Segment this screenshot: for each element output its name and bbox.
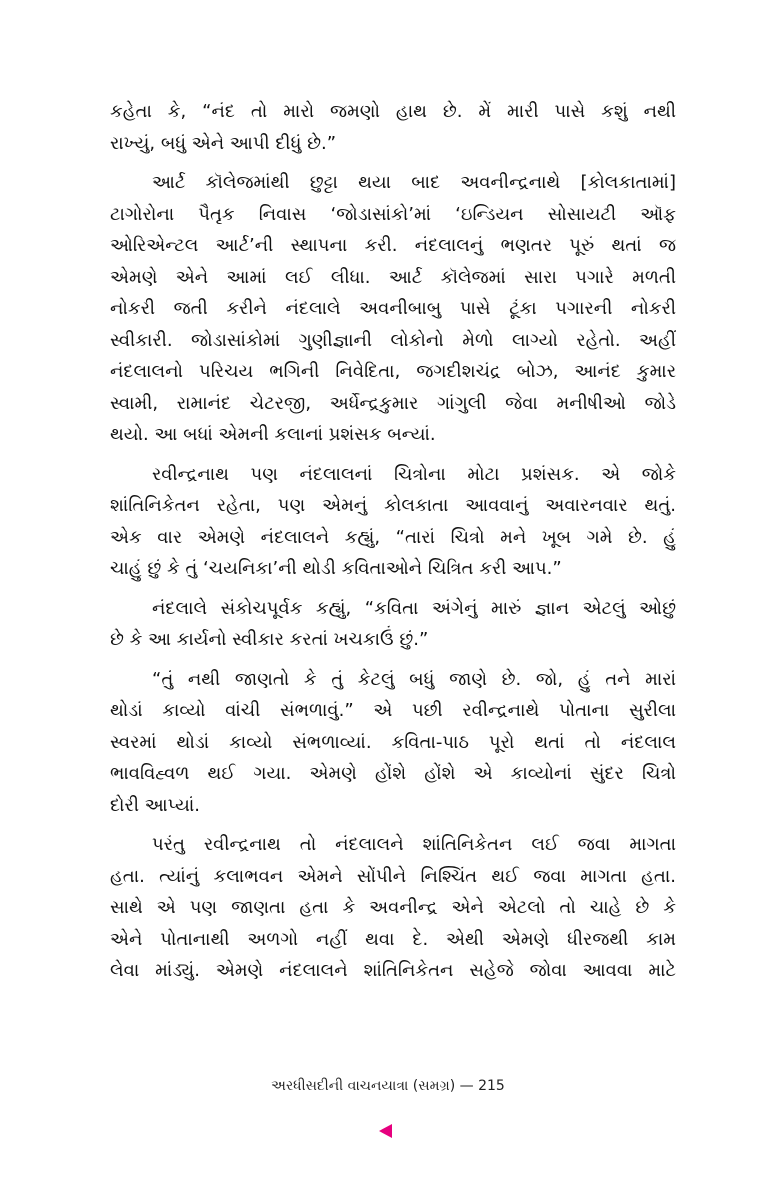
text-line: સ્વીકારી. જોડાસાંકોમાં ગુણીજ્ઞાની લોકોનો મેળો લાગ્યો રહેતો. અહીં (110, 329, 676, 351)
triangle-left-icon[interactable] (379, 1124, 392, 1138)
text-line: દોરી આપ્યાં. (110, 794, 201, 816)
text-line: ઓરિએન્ટલ આર્ટ’ની સ્થાપના કરી. નંદલાલનું ભણતર પૂરું થતાં જ (110, 235, 676, 256)
text-line: છે કે આ કાર્યનો સ્વીકાર કરતાં ખચકાઉં છું.” (110, 629, 429, 650)
text-line: ટાગોરોના પૈતૃક નિવાસ ‘જોડાસાંકો’માં ‘ઇન્ડિયન સોસાયટી ઑફ (110, 203, 676, 225)
page-footer (0, 1078, 776, 1094)
footer-separator: — (459, 1078, 474, 1094)
text-line: સ્વરમાં થોડાં કાવ્યો સંભળાવ્યાં. કવિતા-પાઠ પૂરો થતાં તો નંદલાલ (110, 731, 676, 753)
text-line: નોકરી જતી કરીને નંદલાલે અવનીબાબુ પાસે ટૂંકા પગારની નોકરી (110, 298, 676, 319)
text-line: નંદલાલે સંકોચપૂર્વક કહ્યું, “કવિતા અંગેનું મારું જ્ઞાન એટલું ઓછું (152, 597, 676, 619)
page-body (110, 96, 676, 995)
text-line: શાંતિનિકેતન રહેતા, પણ એમનું કોલકાતા આવવાનું અવારનવાર થતું. (110, 495, 676, 516)
page-number: 215 (478, 1078, 505, 1094)
text-line: એક વાર એમણે નંદલાલને કહ્યું, “તારાં ચિત્રો મને ખૂબ ગમે છે. હું (110, 526, 676, 548)
text-line: એમણે એને આમાં લઈ લીધા. આર્ટ કૉલેજમાં સારા પગારે મળતી (110, 266, 676, 288)
paragraph-1 (110, 96, 676, 159)
text-line: નંદલાલનો પરિચય ભગિની નિવેદિતા, જગદીશચંદ્ર બોઝ, આનંદ કુમાર (110, 361, 676, 382)
text-line: થયો. આ બધાં એમની કલાનાં પ્રશંસક બન્યાં. (110, 424, 436, 445)
text-line: લેવા માંડ્યું. એમણે નંદલાલને શાંતિનિકેતન સહેજે જોવા આવવા માટે (110, 960, 676, 981)
book-title: અરધીસદીની વાચનયાત્રા (સમગ્ર) (271, 1078, 456, 1094)
text-line: રાખ્યું, બધું એને આપી દીધું છે.” (110, 132, 337, 154)
paragraph-3 (110, 459, 676, 585)
text-line: ચાહું છું કે તું ‘ચયનિકા’ની થોડી કવિતાઓને ચિત્રિત કરી આપ.” (110, 558, 562, 579)
text-line: આર્ટ કૉલેજમાંથી છુટ્ટા થયા બાદ અવનીન્દ્રનાથે [કોલકાતામાં] (152, 172, 676, 193)
text-line: એને પોતાનાથી અળગો નહીં થવા દે. એથી એમણે ધીરજથી કામ (110, 928, 676, 950)
text-line: “તું નથી જાણતો કે તું કેટલું બધું જાણે છે. જો, હું તને મારાં (152, 668, 676, 690)
text-line: થોડાં કાવ્યો વાંચી સંભળાવું.” એ પછી રવીન્દ્રનાથે પોતાના સુરીલા (110, 700, 676, 721)
paragraph-4 (110, 593, 676, 656)
paragraph-2 (110, 167, 676, 451)
text-line: કહેતા કે, “નંદ તો મારો જમણો હાથ છે. મેં મારી પાસે કશું નથી (110, 101, 676, 122)
paragraph-5 (110, 664, 676, 822)
text-line: હતા. ત્યાંનું કલાભવન એમને સોંપીને નિશ્ચિંત થઈ જવા માગતા હતા. (110, 865, 676, 887)
text-line: સ્વામી, રામાનંદ ચેટરજી, અર્ધેન્દ્રકુમાર ગાંગુલી જેવા મનીષીઓ જોડે (110, 392, 676, 414)
text-line: રવીન્દ્રનાથ પણ નંદલાલનાં ચિત્રોના મોટા પ્રશંસક. એ જોકે (152, 463, 676, 485)
paragraph-6 (110, 829, 676, 987)
text-line: સાથે એ પણ જાણતા હતા કે અવનીન્દ્ર એને એટલો તો ચાહે છે કે (110, 897, 676, 918)
text-line: પરંતુ રવીન્દ્રનાથ તો નંદલાલને શાંતિનિકેતન લઈ જવા માગતા (152, 834, 676, 855)
text-line: ભાવવિહ્વળ થઈ ગયા. એમણે હોંશે હોંશે એ કાવ્યોનાં સુંદર ચિત્રો (110, 763, 676, 784)
